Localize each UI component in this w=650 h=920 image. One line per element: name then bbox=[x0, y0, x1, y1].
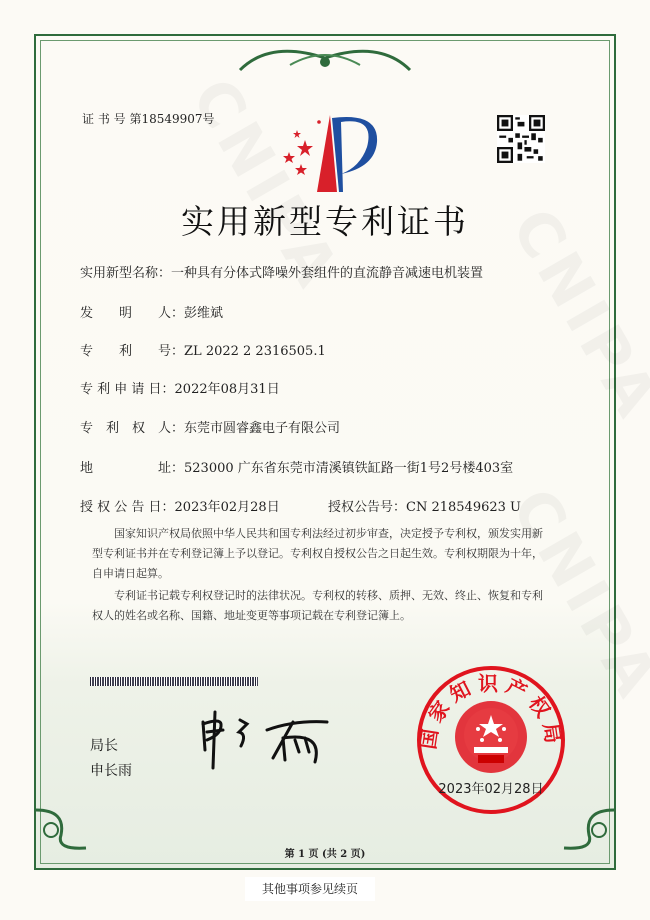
field-utility-model-name bbox=[80, 262, 483, 281]
continued-note: 其他事项参见续页 bbox=[245, 877, 375, 901]
corner-ornament-icon bbox=[36, 800, 96, 850]
signatory-title: 局长 bbox=[90, 738, 118, 754]
field-value: 523000 广东省东莞市清溪镇铁缸路一街1号2号楼403室 bbox=[184, 461, 514, 476]
top-ornament-icon bbox=[230, 40, 420, 80]
field-value: 一种具有分体式降噪外套组件的直流静音减速电机装置 bbox=[171, 266, 484, 281]
statement-paragraph: 专利证书记载专利权登记时的法律状况。专利权的转移、质押、无效、终止、恢复和专利权人的姓名或名称、国籍、地址变更等事项记载在专利登记簿上。 bbox=[92, 589, 543, 622]
field-grant-date bbox=[80, 496, 280, 515]
field-address bbox=[80, 457, 513, 476]
field-patentee bbox=[80, 417, 340, 436]
page-indicator: 第 1 页 (共 2 页) bbox=[284, 849, 366, 860]
field-label: 专 利 权 人： bbox=[80, 421, 185, 436]
page-title: 实用新型专利证书 bbox=[181, 202, 469, 241]
field-value: 2023年02月28日 bbox=[174, 500, 280, 515]
field-value: 2022年08月31日 bbox=[174, 382, 280, 397]
field-label: 发 明 人： bbox=[80, 306, 185, 321]
national-emblem-icon bbox=[455, 701, 527, 773]
field-label: 地 址： bbox=[80, 461, 185, 476]
field-label: 授权公告号： bbox=[328, 500, 407, 515]
seal-date: 2023年02月28日 bbox=[438, 782, 544, 797]
seal-text: 国家知识产权局 bbox=[416, 671, 566, 751]
signature-image bbox=[195, 710, 345, 770]
barcode bbox=[90, 677, 258, 686]
field-application-date bbox=[80, 378, 280, 397]
field-value: 彭维斌 bbox=[184, 306, 224, 321]
field-value: 东莞市圆睿鑫电子有限公司 bbox=[184, 421, 341, 436]
field-grant-number bbox=[328, 496, 521, 515]
official-seal bbox=[416, 665, 566, 815]
field-value: CN 218549623 U bbox=[406, 500, 521, 515]
field-label: 授 权 公 告 日： bbox=[80, 500, 175, 515]
signatory-name: 申长雨 bbox=[90, 763, 132, 779]
field-label: 专 利 号： bbox=[80, 344, 185, 359]
cnipa-logo-icon bbox=[275, 112, 385, 192]
field-value: ZL 2022 2 2316505.1 bbox=[184, 344, 326, 359]
field-patent-number bbox=[80, 340, 326, 359]
statement-paragraph: 国家知识产权局依照中华人民共和国专利法经过初步审查，决定授予专利权，颁发实用新型专利证书并在专利登记簿上予以登记。专利权自授权公告之日起生效。专利权期限为十年，自申请日起算。 bbox=[92, 527, 543, 580]
field-inventor bbox=[80, 302, 223, 321]
qr-code bbox=[497, 115, 545, 163]
certificate-number: 证 书 号 第18549907号 bbox=[82, 112, 215, 126]
field-label: 实用新型名称： bbox=[80, 266, 172, 281]
field-label: 专 利 申 请 日： bbox=[80, 382, 175, 397]
